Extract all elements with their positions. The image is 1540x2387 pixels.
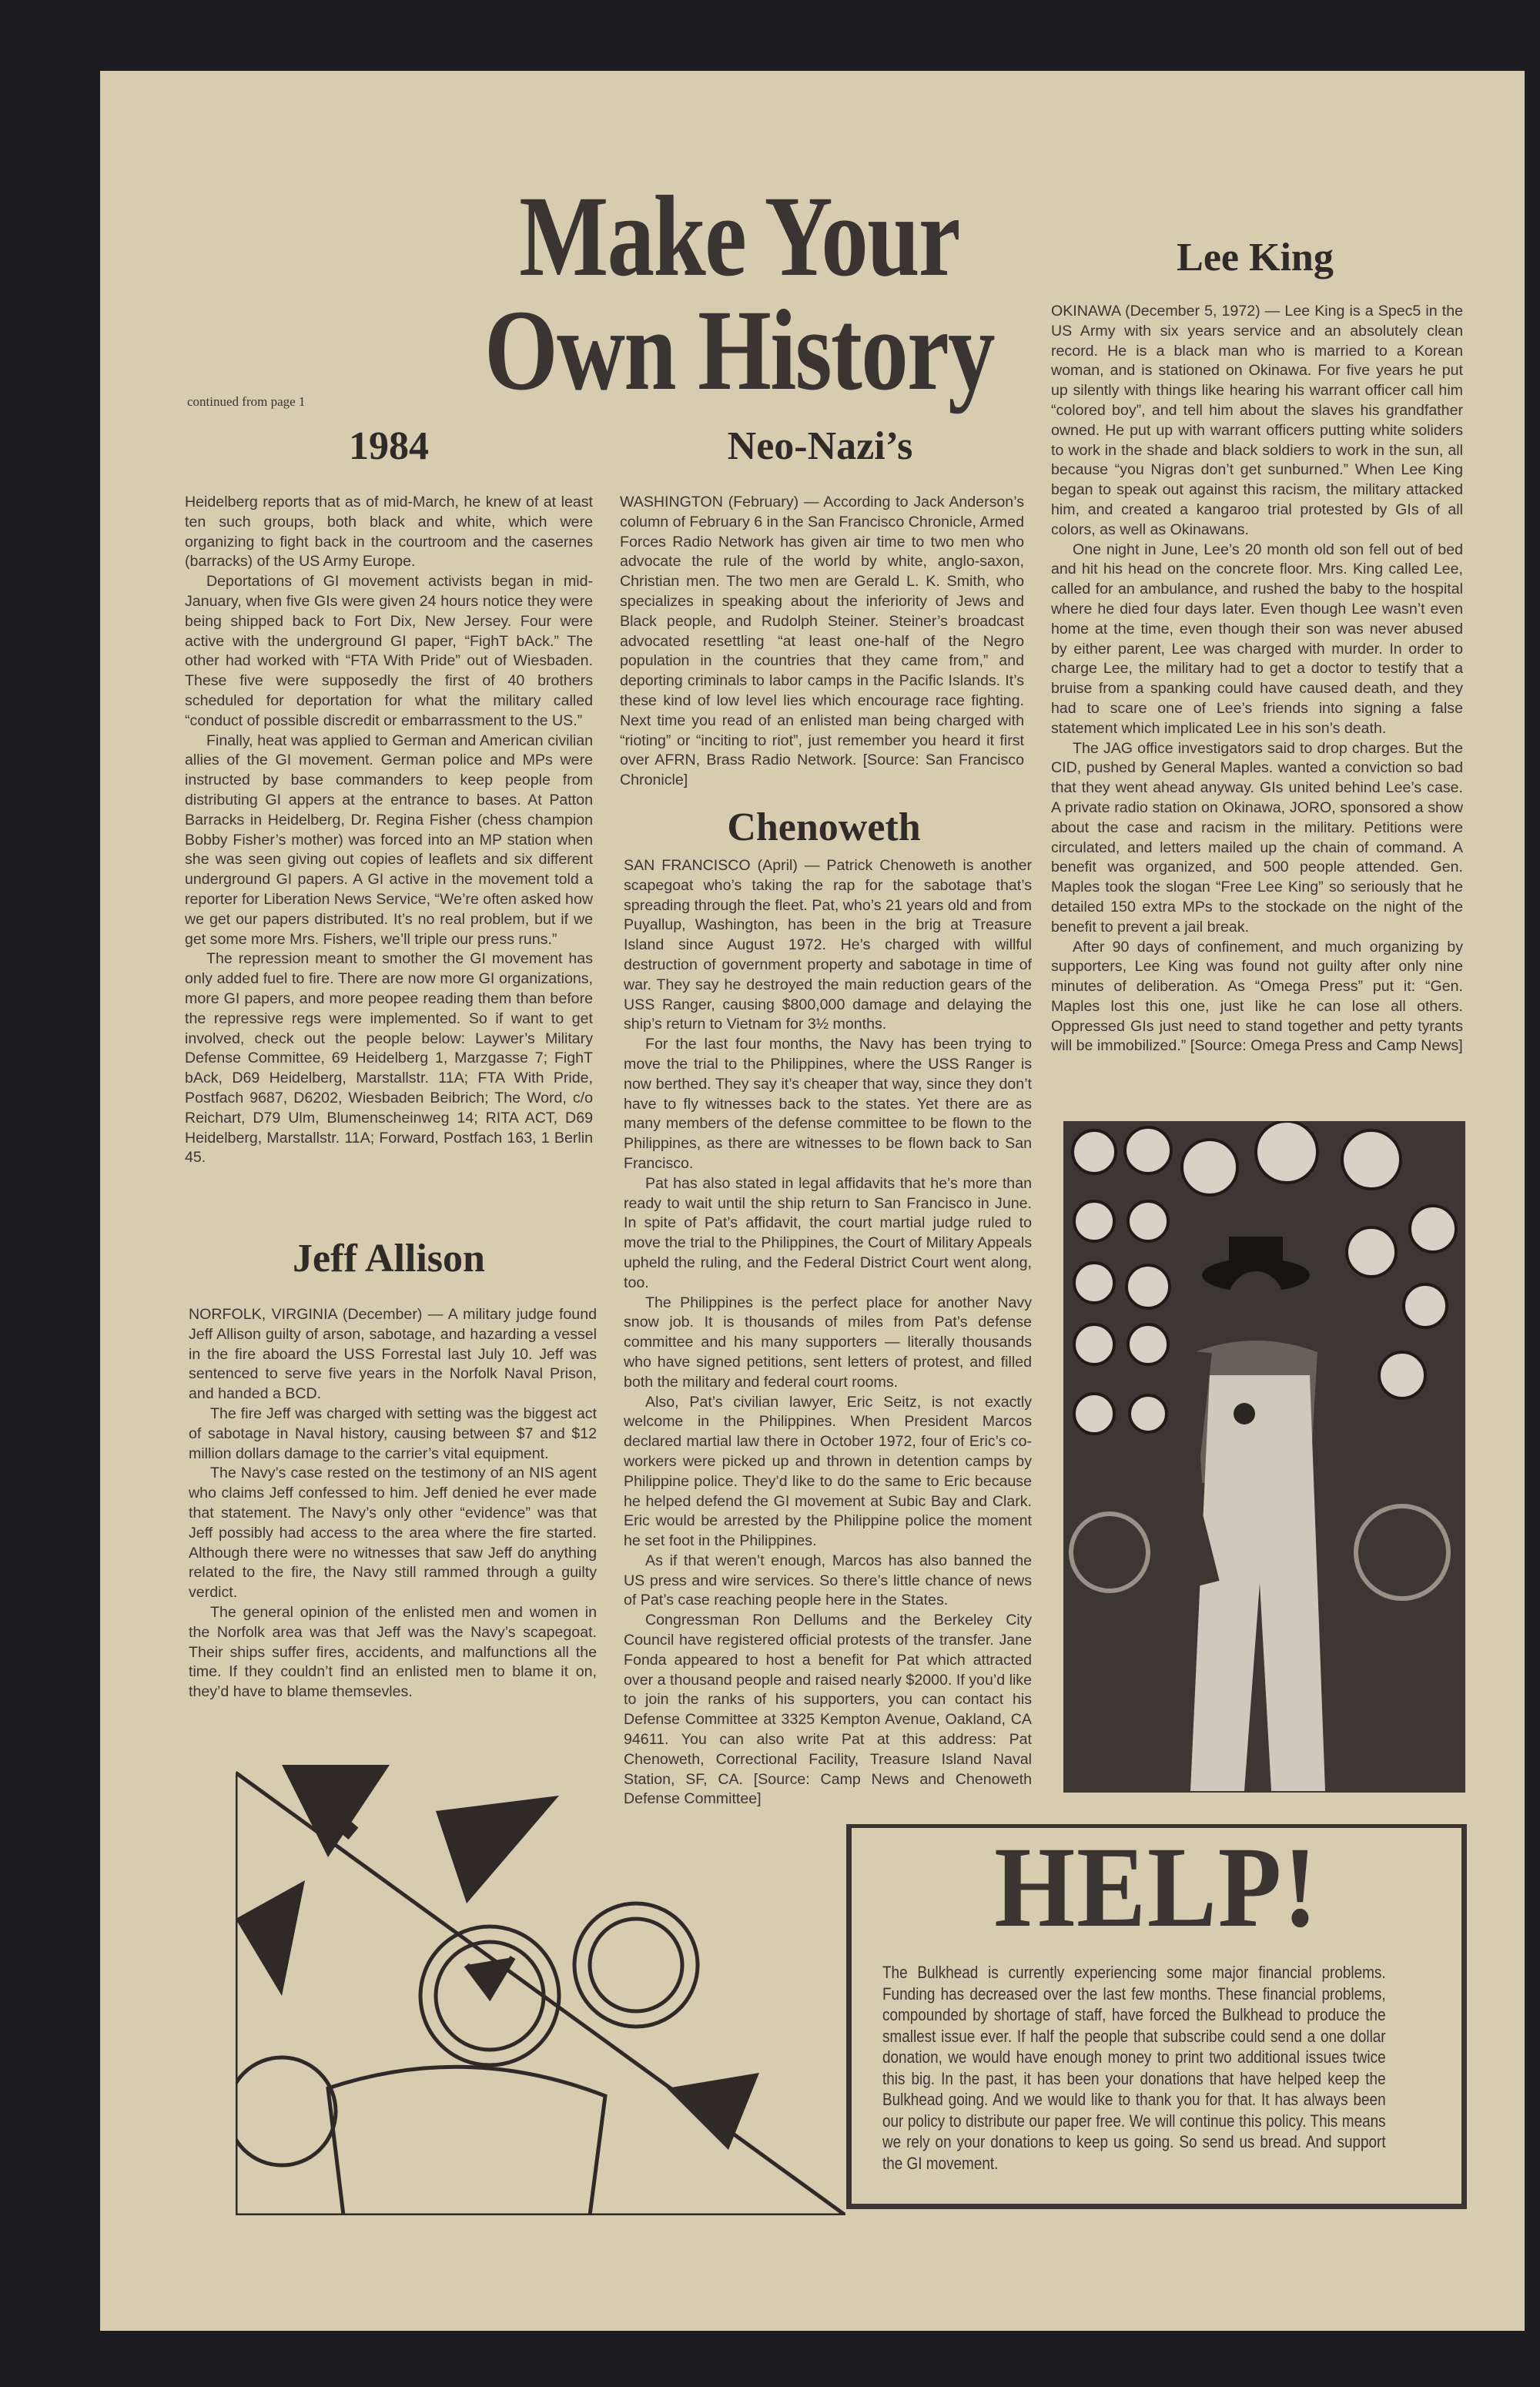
page-title-line2: Own History bbox=[484, 286, 994, 414]
paragraph: Finally, heat was applied to German and American civilian allies of the GI movement. German police and MPs were instructed by base commanders to keep people from distributing GI appers at the entrance to bases. At Patton Barracks in Heidelberg, Dr. Regina Fisher (chess champion Bobby Fisher’s mother) was forced into an MP station when she was seen giving out copies of leaflets and six different underground GI papers. A GI active in the movement told a reporter for Liberation News Service, “We’re often asked how we get our papers distributed. It’s no real problem, but if we get some more Mrs. Fishers, we’ll triple our press runs.” bbox=[185, 732, 593, 948]
article-jeff-allison bbox=[189, 1305, 597, 1702]
paragraph: Congressman Ron Dellums and the Berkeley City Council have registered official protests of the transfer. Jane Fonda appeared to host a benefit for Pat which attracted over a thousand people and raised nearly $2000. If you’d like to join the ranks of his supporters, you can contact his Defense Committee at 3325 Kempton Avenue, Oakland, CA 94611. You can also write Pat at this address: Pat Chenoweth, Correctional Facility, Treasure Island Naval Station, SF, CA. [Source: Camp News and Chenoweth Defense Committee] bbox=[624, 1612, 1032, 1808]
paragraph: Also, Pat’s civilian lawyer, Eric Seitz, is not exactly welcome in the Philippines. When President Marcos declared martial law there in October 1972, four of Eric’s co-workers were picked up and thrown in detention camps by Philippine police. They’d like to do the same to Eric because he helped defend the GI movement at Subic Bay and Clark. Eric would be arrested by the Philippine police the moment he set foot in the Philippines. bbox=[624, 1393, 1032, 1550]
paragraph: OKINAWA (December 5, 1972) — Lee King is a Spec5 in the US Army with six years service and an absolutely clean record. He is a black man who is married to a Korean woman, and is stationed on Okinawa. For five years he put up silently with things like hearing his warrant officer call him “colored boy”, and tell him about the slaves his grandfather owned. He put up with warrant officers putting white soliders to work in the shade and black soldiers to work in the sun, all because “you Nigras don’t get sunburned.” When Lee King began to speak out against this racism, the military attacked him, and created a kangaroo trial protested by GIs of all colors, as well as Okinawans. bbox=[1051, 303, 1463, 538]
paragraph: The Philippines is the perfect place for another Navy snow job. It is thousands of miles from Pat’s defense committee and his many supporters — literally thousands who have signed petitions, sent letters of protest, and filled both the military and federal court rooms. bbox=[624, 1294, 1032, 1391]
paragraph: The general opinion of the enlisted men and women in the Norfolk area was that Jeff was the Navy’s scapegoat. Their ships suffer fires, accidents, and malfunctions all the time. If they couldn’t find an enlisted men to blame it on, they’d have to blame themsevles. bbox=[189, 1603, 597, 1701]
paragraph: For the last four months, the Navy has been trying to move the trial to the Philippines, where the USS Ranger is now berthed. They say it’s cheaper that way, since they don’t have to fly witnesses back to the states. Yet there are as many members of the defense committee to be flown to the Philippines, as there are witnesses to be flown back to San Francisco. bbox=[624, 1036, 1032, 1172]
paragraph: Heidelberg reports that as of mid-March, he knew of at least ten such groups, both black and white, which were organizing to fight back in the courtroom and the casernes (barracks) of the US Army Europe. bbox=[185, 494, 593, 571]
help-box bbox=[846, 1824, 1467, 2209]
paragraph: As if that weren’t enough, Marcos has also banned the US press and wire services. So there’s little chance of news of Pat’s case reaching people here in the States. bbox=[624, 1552, 1032, 1609]
article-1984 bbox=[185, 493, 593, 1168]
heading-jeff-allison: Jeff Allison bbox=[293, 1237, 485, 1281]
paragraph: The repression meant to smother the GI movement has only added fuel to fire. There are now more GI organizations, more GI papers, and more peopee reading them than before the repressive regs were implemented. So if want to get involved, check out the people below: Laywer’s Military Defense Committee, 69 Heidelberg 1, Marzgasse 7; FighT bAck, D69 Heidelberg, Marstallstr. 11A; FTA With Pride, Postfach 9687, D6202, Wiesbaden Beibrich; The Word, c/o Reichart, D79 Ulm, Blumenscheinweg 14; RITA ACT, D69 Heidelberg, Marstallstr. 11A; Forward, Postfach 163, 1 Berlin 45. bbox=[185, 950, 593, 1167]
paragraph: Deportations of GI movement activists began in mid-January, when five GIs were given 24 hours notice they were being shipped back to Fort Dix, New Jersey. Four were active with the underground GI paper, “FighT bAck.” The other had worked with “FTA With Pride” out of Wiesbaden. These five were supposedly the first of 40 brothers scheduled for deportation for what the military called “conduct of possible discredit or embarrassment to the US.” bbox=[185, 573, 593, 729]
help-heading: HELP! bbox=[994, 1823, 1319, 1951]
help-text: The Bulkhead is currently experiencing some major financial problems. Funding has decreased over the last few months. These financial problems, compounded by shortage of staff, have forced the Bulkhead to produce the smallest issue ever. If half the people that subscribe could send a one dollar donation, we would have enough money to print two additional issues twice this big. In the past, it has been your donations that have helped keep the Bulkhead going. And we would like to thank you for that. It has always been our policy to distribute our paper free. We will continue this policy. This means we rely on your donations to keep us going. So send us bread. And support the GI movement. bbox=[882, 1963, 1386, 2173]
heading-1984: 1984 bbox=[349, 424, 429, 468]
paragraph: After 90 days of confinement, and much organizing by supporters, Lee King was found not guilty after only nine minutes of deliberation. As “Omega Press” put it: “Gen. Maples lost this one, just like he can lose all others. Oppressed GIs just need to stand together and petty tyrants will be immobilized.” [Source: Omega Press and Camp News] bbox=[1051, 938, 1463, 1055]
paragraph: The Navy’s case rested on the testimony of an NIS agent who claims Jeff confessed to him. Jeff denied he ever made that statement. The Navy’s only other “evidence” was that Jeff possibly had access to the area where the fire started. Although there were no witnesses that saw Jeff do anything related to the fire, the Navy still rammed through a guilty verdict. bbox=[189, 1465, 597, 1602]
article-chenoweth bbox=[624, 856, 1032, 1810]
paragraph: One night in June, Lee’s 20 month old son fell out of bed and hit his head on the concrete floor. Mrs. King called Lee, called for an ambulance, and rushed the baby to the hospital where he died four days later. Even though Lee wasn’t even home at the time, even though their son was never abused by either parent, Lee was charged with murder. In order to charge Lee, the military had to get a doctor to testify that a bruise from a spanking could have caused death, and they had to scare one of Lee’s friends into signing a false statement which implicated Lee in his son’s death. bbox=[1051, 541, 1463, 737]
ship-gauges-illustration bbox=[236, 1765, 845, 2215]
heading-lee-king: Lee King bbox=[1177, 236, 1334, 280]
paragraph: The JAG office investigators said to drop charges. But the CID, pushed by General Maples. wanted a conviction so bad that they went ahead anyway. GIs united behind Lee’s case. A private radio station on Okinawa, JORO, sponsored a show about the case and racism in the military. Petitions were circulated, and letters mailed up the chain of command. A benefit was organized, and 500 people attended. Gen. Maples took the slogan “Free Lee King” so seriously that he detailed 150 extra MPs to the stockade on the night of the benefit to prevent a jail break. bbox=[1051, 739, 1463, 936]
continued-note: continued from page 1 bbox=[187, 394, 306, 409]
page-title-line1: Make Your bbox=[519, 172, 959, 300]
engine-room-photo bbox=[1063, 1121, 1465, 1793]
paragraph: WASHINGTON (February) — According to Jack Anderson’s column of February 6 in the San Francisco Chronicle, Armed Forces Radio Network has given air time to two men who advocate the rule of the world by white, anglo-saxon, Christian men. The two men are Gerald L. K. Smith, who specializes in speaking about the inferiority of Jews and Black people, and Rudolph Steiner. Steiner’s broadcast advocated resettling “at least one-half of the Negro population in the countries that they came from,” and deporting criminals to labor camps in the Pacific Islands. It’s these kind of low level lies which encourage race fighting. Next time you read of an enlisted man being charged with “rioting” or “inciting to riot”, just remember you heard it first over AFRN, Brass Radio Network. [Source: San Francisco Chronicle] bbox=[620, 494, 1024, 789]
heading-neo-nazis: Neo-Nazi’s bbox=[727, 424, 913, 468]
paragraph: SAN FRANCISCO (April) — Patrick Chenoweth is another scapegoat who’s taking the rap for the sabotage that’s spreading through the fleet. Pat, who’s 21 years old and from Puyallup, Washington, has been in the brig at Treasure Island since August 1972. He’s charged with willful destruction of government property and sabotage in time of war. They say he destroyed the main reduction gears of the USS Ranger, causing $800,000 damage and delaying the ship’s return to Vietnam for 3½ months. bbox=[624, 857, 1032, 1033]
paragraph: Pat has also stated in legal affidavits that he’s more than ready to wait until the ship return to San Francisco in June. In spite of Pat’s affidavit, the court martial judge ruled to move the trial to the Philippines, the Court of Military Appeals upheld the ruling, and the Federal District Court went along, too. bbox=[624, 1174, 1032, 1291]
paragraph: NORFOLK, VIRGINIA (December) — A military judge found Jeff Allison guilty of arson, sabotage, and hazarding a vessel in the fire aboard the USS Forrestal last July 10. Jeff was sentenced to serve five years in the Norfolk Naval Prison, and handed a BCD. bbox=[189, 1306, 597, 1403]
heading-chenoweth: Chenoweth bbox=[727, 805, 921, 849]
article-lee-king bbox=[1051, 302, 1463, 1056]
paragraph: The fire Jeff was charged with setting was the biggest act of sabotage in Naval history, causing between $7 and $12 million dollars damage to the carrier’s vital equipment. bbox=[189, 1404, 597, 1462]
article-neo-nazis bbox=[620, 493, 1024, 791]
